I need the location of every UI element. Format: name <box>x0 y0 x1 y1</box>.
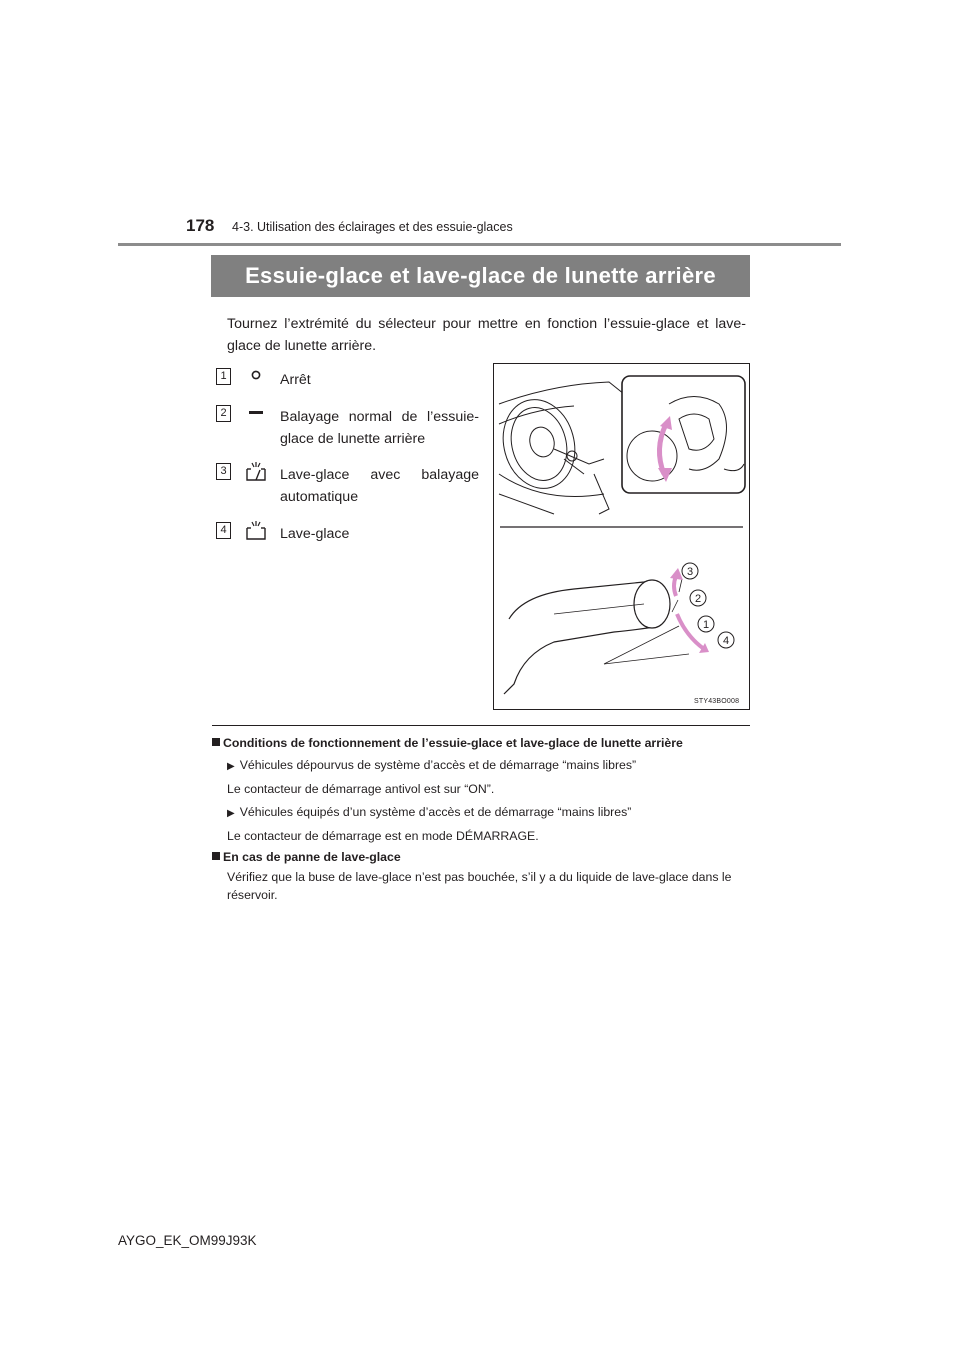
washer-with-wipe-icon <box>243 460 269 484</box>
item-number-4: 4 <box>216 522 231 539</box>
square-bullet-icon <box>212 852 220 860</box>
wiper-stalk <box>504 580 670 694</box>
section-breadcrumb: 4-3. Utilisation des éclairages et des essuie-glaces <box>232 220 513 234</box>
square-bullet-icon <box>212 738 220 746</box>
wiper-switch-illustration <box>493 363 750 710</box>
condition-1: ▶ Véhicules dépourvus de système d’accès et de démarrage “mains libres” <box>227 756 636 776</box>
condition-2-text: Le contacteur de démarrage est en mode DÉMARRAGE. <box>227 829 539 843</box>
item-number-2: 2 <box>216 405 231 422</box>
washer-icon <box>243 519 269 543</box>
footer-model-code: AYGO_EK_OM99J93K <box>118 1233 257 1248</box>
triangle-bullet-icon: ▶ <box>227 808 235 819</box>
callout-3: 3 <box>686 566 694 578</box>
callout-4: 4 <box>722 635 730 647</box>
failure-heading: En cas de panne de lave-glace <box>212 850 401 864</box>
steering-wheel-sketch <box>494 382 624 514</box>
conditions-heading: Conditions de fonctionnement de l’essuie-glace et lave-glace de lunette arrière <box>212 736 683 750</box>
item-number-1: 1 <box>216 368 231 385</box>
item-label-2: Balayage normal de l’essuie-glace de lunette arrière <box>280 409 479 447</box>
section-title-bar <box>211 255 750 297</box>
off-circle-icon <box>243 365 269 389</box>
item-label-4: Lave-glace <box>280 526 350 542</box>
item-label-3: Lave-glace avec balayage automatique <box>280 467 479 505</box>
intro-paragraph: Tournez l’extrémité du sélecteur pour mettre en fonction l’essuie-glace et lave-glace de lunette arrière. <box>227 316 746 354</box>
section-title: Essuie-glace et lave-glace de lunette arrière <box>245 263 716 288</box>
condition-1-text: Le contacteur de démarrage antivol est sur “ON”. <box>227 782 495 796</box>
callout-2: 2 <box>694 593 702 605</box>
triangle-bullet-icon: ▶ <box>227 761 235 772</box>
item-number-3: 3 <box>216 463 231 480</box>
figure-code: STY43BO008 <box>694 698 740 705</box>
normal-wipe-dash-icon <box>243 402 269 426</box>
item-label-1: Arrêt <box>280 372 311 388</box>
condition-2: ▶ Véhicules équipés d’un système d’accès et de démarrage “mains libres” <box>227 803 631 823</box>
failure-text: Vérifiez que la buse de lave-glace n’est pas bouchée, s’il y a du liquide de lave-glace dans le réservoir. <box>227 870 732 902</box>
header-rule <box>118 243 841 246</box>
page-number: 178 <box>186 216 215 235</box>
section-divider <box>212 725 750 726</box>
callout-1: 1 <box>702 619 710 631</box>
